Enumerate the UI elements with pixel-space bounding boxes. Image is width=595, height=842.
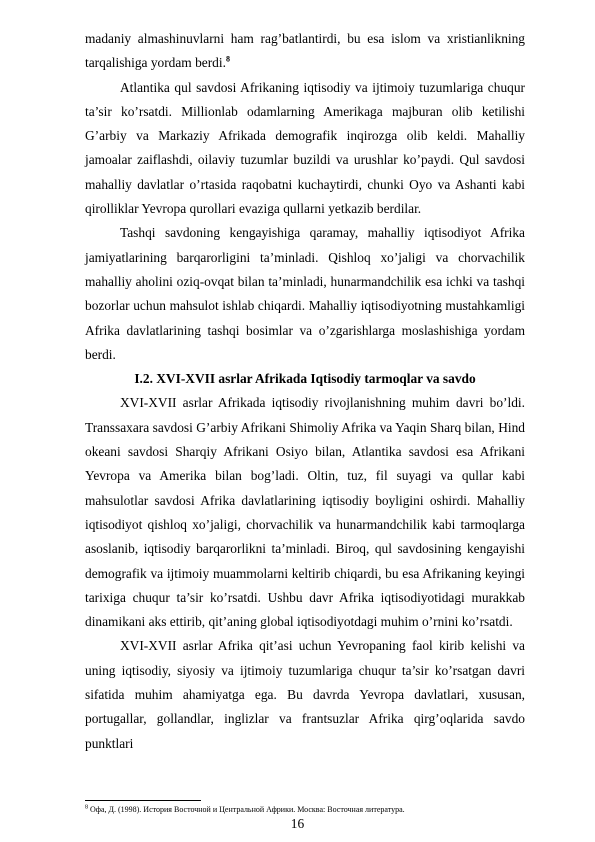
section-heading: I.2. XVI-XVII asrlar Afrikada Iqtisodiy tarmoqlar va savdo: [134, 371, 476, 387]
footnote-marker: 8: [85, 804, 88, 811]
footnote-reference[interactable]: 8: [225, 54, 230, 64]
footnote-text: Офа, Д. (1998). История Восточной и Центральной Африки. Москва: Восточная литература.: [88, 805, 405, 814]
body-text: [85, 27, 525, 756]
paragraph-continued: [85, 27, 525, 76]
paragraph-economic-development: XVI-XVII asrlar Afrikada iqtisodiy rivojlanishning muhim davri bo’ldi. Transsaxara savdosi G’arbiy Afrikani Shimoliy Afrika va Yaqin Sharq bilan, Hind okeani savdosi Sharqiy Afrikani Osiyo bilan, Atlantika savdosi esa Afrikani Yevropa va Amerika bilan bog’ladi. Oltin, tuz, fil suyagi va qullar kabi mahsulotlar savdosi Afrika davlatlarining iqtisodiy boyligini oshirdi. Mahalliy iqtisodiyot qishloq xo’jaligi, chorvachilik va hunarmandchilik kabi tarmoqlarga asoslanib, iqtisodiy barqarorlikni ta’minladi. Biroq, qul savdosining kengayishi demografik va ijtimoiy muammolarni keltirib chiqardi, bu esa Afrikaning keyingi tarixiga chuqur ta’sir ko’rsatdi. Ushbu davr Afrika iqtisodiyotidagi murakkab dinamikani aks ettirib, qit’aning global iqtisodiyotdagi muhim o’rnini ko’rsatdi.: [85, 395, 525, 630]
paragraph-text: madaniy almashinuvlarni ham rag’batlantirdi, bu esa islom va xristianlikning tarqalishiga yordam berdi.: [85, 31, 525, 71]
paragraph-european-arrival: XVI-XVII asrlar Afrika qit’asi uchun Yevropaning faol kirib kelishi va uning iqtisodiy, siyosiy va ijtimoiy tuzumlariga chuqur ta’sir ko’rsatgan davri sifatida muhim ahamiyatga ega. Bu davrda Yevropa davlatlari, xususan, portugallar, gollandlar, inglizlar va frantsuzlar Afrika qirg’oqlarida savdo punktlari: [85, 638, 525, 751]
paragraph-local-economy: Tashqi savdoning kengayishiga qaramay, mahalliy iqtisodiyot Afrika jamiyatlarining barqarorligini ta’minladi. Qishloq xo’jaligi va chorvachilik mahalliy aholini oziq-ovqat bilan ta’minladi, hunarmandchilik esa ichki va tashqi bozorlar uchun mahsulot ishlab chiqardi. Mahalliy iqtisodiyotning mustahkamligi Afrika davlatlarining tashqi bosimlar va o’zgarishlarga moslashishiga yordam berdi.: [85, 225, 525, 362]
paragraph-atlantic-slave-trade: Atlantika qul savdosi Afrikaning iqtisodiy va ijtimoiy tuzumlariga chuqur ta’sir ko’rsatdi. Millionlab odamlarning Amerikaga majburan olib ketilishi G’arbiy va Markaziy Afrikada demografik inqirozga olib keldi. Mahalliy jamoalar zaiflashdi, oilaviy tuzumlar buzildi va urushlar ko’paydi. Qul savdosi mahalliy davlatlar o’rtasida raqobatni kuchaytirdi, chunki Oyo va Ashanti kabi qirolliklar Yevropa qurollari evaziga qullarni yetkazib berdilar.: [85, 79, 525, 217]
footnote-divider: [85, 800, 201, 801]
page-number: 16: [290, 816, 305, 831]
footnote: [85, 805, 525, 815]
